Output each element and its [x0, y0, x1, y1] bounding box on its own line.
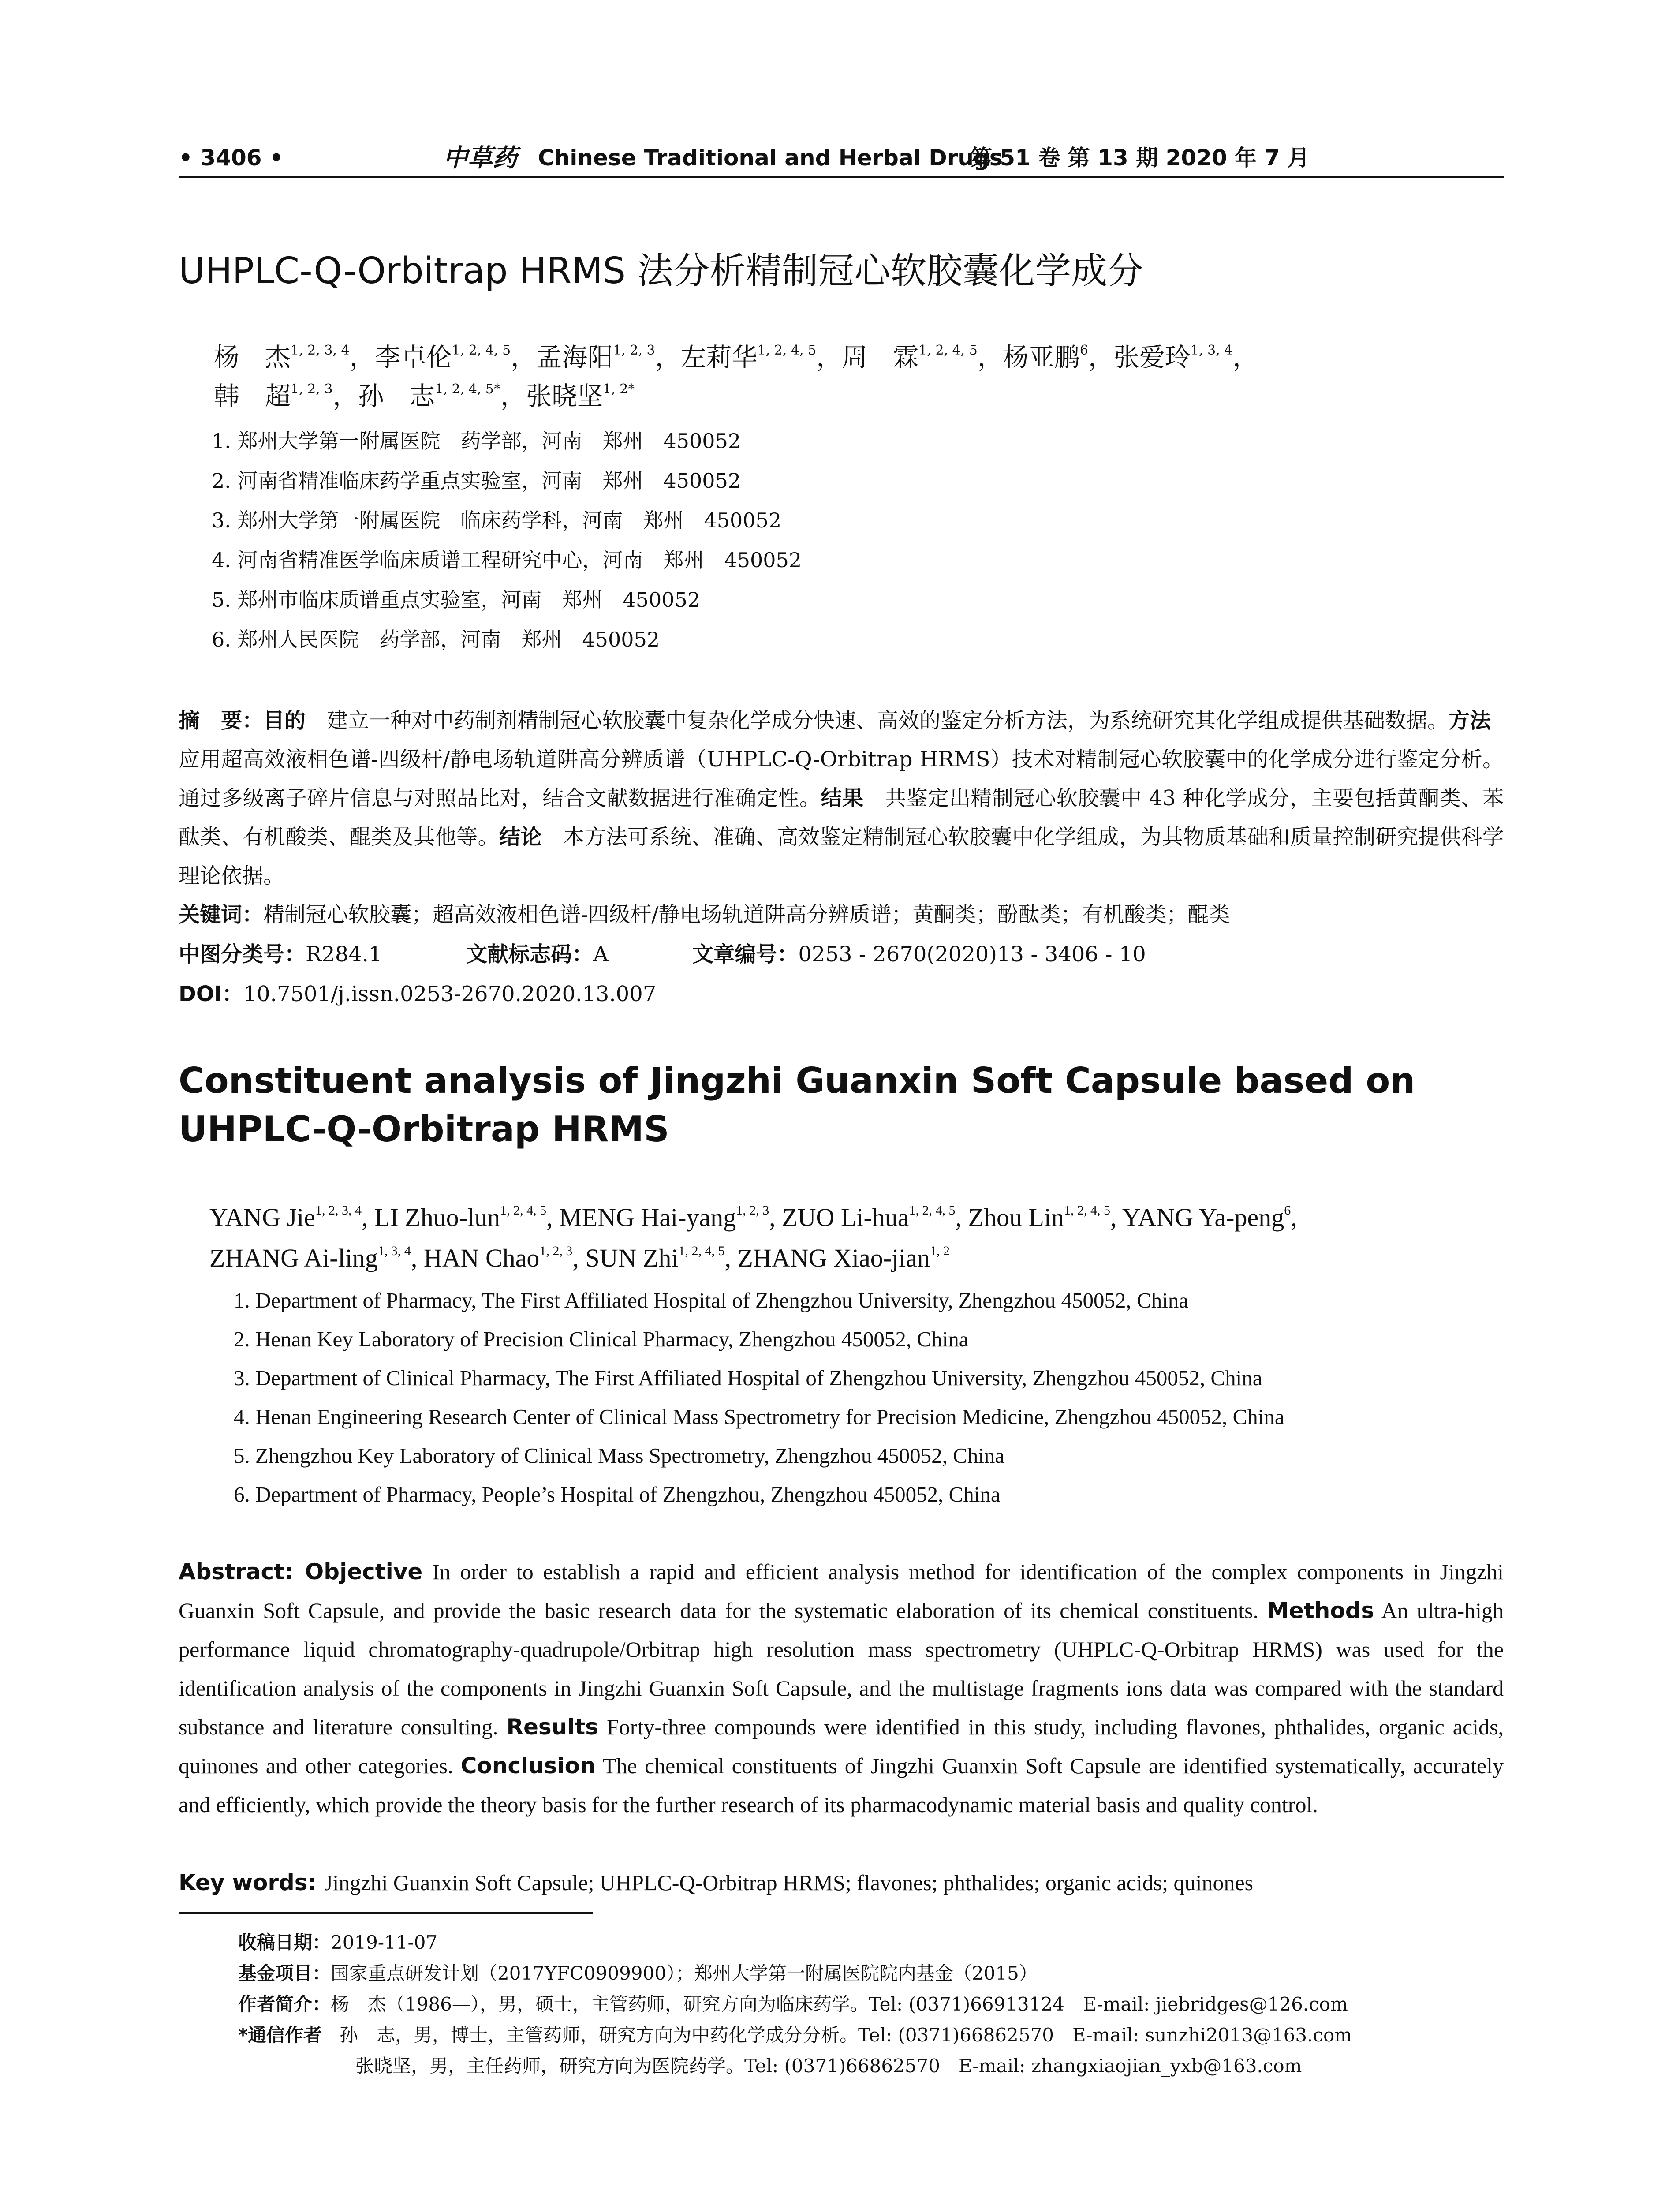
author-separator: ,: [955, 1203, 968, 1232]
conclusion-label-en: Conclusion: [460, 1753, 596, 1779]
affiliation-cn: 5. 郑州市临床质谱重点实验室，河南 郑州 450052: [212, 588, 701, 612]
methods-label-en: Methods: [1267, 1598, 1374, 1623]
article-title-cn: UHPLC-Q-Orbitrap HRMS 法分析精制冠心软胶囊化学成分: [179, 250, 1144, 292]
keywords-label-en: Key words:: [179, 1870, 324, 1895]
page-number: • 3406 •: [179, 145, 284, 171]
header-rule: [179, 176, 1504, 178]
author-affiliation-marker: 1, 2, 4, 5: [918, 343, 978, 358]
received-label: 收稿日期：: [238, 1932, 331, 1953]
author-separator: ，: [977, 342, 1003, 372]
methods-text-cn: 应用超高效液相色谱-四级杆/静电场轨道阱高分辨质谱（UHPLC-Q-Orbitrap HRMS）技术对精制冠心软胶囊中的化学成分进行鉴定分析。通过多级离子碎片信息与对照品比对，结合文献数据进行准确定性。: [179, 708, 1512, 811]
authors-cn-line-2: [214, 374, 635, 418]
keywords-en: [179, 1863, 1253, 1902]
keywords-text-en: Jingzhi Guanxin Soft Capsule; UHPLC-Q-Orbitrap HRMS; flavones; phthalides; organic acids; quinones: [324, 1870, 1254, 1895]
author-affiliation-marker: 1, 3, 4: [1191, 343, 1233, 358]
author-separator: ,: [546, 1203, 560, 1232]
author-affiliation-marker: 1, 2, 4, 5: [452, 343, 511, 358]
author-name: YANG Jie: [209, 1203, 316, 1232]
running-header: [179, 140, 1504, 176]
bio-text: 杨 杰（1986—），男，硕士，主管药师，研究方向为临床药学。Tel: (0371)66913124 E-mail: jiebridges@126.com: [331, 1993, 1348, 2015]
author-name: 李卓伦: [375, 342, 452, 372]
footnote-corresponding: [238, 2020, 1352, 2051]
affiliation-cn: 6. 郑州人民医院 药学部，河南 郑州 450052: [212, 628, 660, 651]
methods-label-cn: 方法: [1449, 708, 1491, 733]
author-name: 韩 超: [214, 381, 291, 411]
author-name: HAN Chao: [423, 1244, 540, 1272]
author-name: 杨 杰: [214, 342, 291, 372]
affiliation-en: 3. Department of Clinical Pharmacy, The First Affiliated Hospital of Zhengzhou University, Zhengzhou 450052, China: [234, 1366, 1262, 1390]
doi-value: 10.7501/j.issn.0253-2670.2020.13.007: [243, 982, 657, 1006]
affiliation-en: 2. Henan Key Laboratory of Precision Clinical Pharmacy, Zhengzhou 450052, China: [234, 1327, 969, 1351]
author-name: Zhou Lin: [968, 1203, 1064, 1232]
author-separator: ,: [1110, 1203, 1122, 1232]
author-affiliation-marker: 1, 2, 4, 5: [678, 1244, 725, 1258]
author-affiliation-marker: 1, 2, 3: [539, 1244, 573, 1258]
corresponding-author-2: 张晓坚，男，主任药师，研究方向为医院药学。Tel: (0371)66862570 E-mail: zhangxiaojian_yxb@163.com: [355, 2055, 1302, 2077]
author-affiliation-marker: 6: [1284, 1203, 1291, 1218]
objective-text-en: In order to establish a rapid and efficient analysis method for identification of the complex components in Jingzhi Guanxin Soft Capsule, and provide the basic research data for the systematic elaboration of its chemical constituents.: [179, 1559, 1504, 1623]
fund-label: 基金项目：: [238, 1962, 331, 1984]
keywords-label-cn: 关键词：: [179, 902, 264, 927]
affiliation-cn: 1. 郑州大学第一附属医院 药学部，河南 郑州 450052: [212, 429, 741, 453]
author-affiliation-marker: 1, 2, 3: [613, 343, 655, 358]
abstract-en: [179, 1552, 1504, 1824]
author-separator: ，: [332, 381, 358, 411]
clc-value: R284.1: [306, 942, 382, 967]
author-affiliation-marker: 1, 2, 4, 5*: [435, 381, 501, 397]
abstract-label-en: Abstract:: [179, 1559, 305, 1585]
journal-name-cn: 中草药: [443, 143, 517, 172]
received-date: 2019-11-07: [331, 1932, 438, 1953]
author-name: 张爱玲: [1114, 342, 1191, 372]
doi-label: DOI：: [179, 982, 243, 1006]
author-name: 孟海阳: [536, 342, 613, 372]
keywords-text-cn: 精制冠心软胶囊；超高效液相色谱-四级杆/静电场轨道阱高分辨质谱；黄酮类；酚酞类；有机酸类；醌类: [263, 902, 1230, 927]
objective-label-cn: 目的: [263, 708, 306, 733]
affiliation-en: 5. Zhengzhou Key Laboratory of Clinical Mass Spectrometry, Zhengzhou 450052, China: [234, 1443, 1005, 1468]
author-separator: ,: [724, 1244, 738, 1272]
author-separator: ,: [1291, 1203, 1297, 1232]
author-affiliation-marker: 6: [1079, 343, 1088, 358]
footnote-author-bio: [238, 1989, 1348, 2020]
author-affiliation-marker: 1, 2, 4, 5: [909, 1203, 956, 1218]
objective-label-en: Objective: [305, 1559, 423, 1585]
author-separator: ,: [362, 1203, 375, 1232]
author-affiliation-marker: 1, 2*: [603, 381, 635, 397]
author-separator: ，: [511, 342, 537, 372]
author-separator: ，: [1232, 342, 1258, 372]
journal-name-en: Chinese Traditional and Herbal Drugs: [538, 145, 1003, 171]
author-affiliation-marker: 1, 2, 4, 5: [500, 1203, 547, 1218]
results-label-cn: 结果: [821, 786, 864, 811]
footnote-rule: [179, 1912, 593, 1914]
footnote-received: [238, 1927, 437, 1958]
clc-label: 中图分类号：: [179, 942, 306, 967]
author-name: SUN Zhi: [585, 1244, 679, 1272]
author-separator: ，: [816, 342, 842, 372]
authors-en-line-2: [209, 1238, 950, 1278]
corresponding-author-1: 孙 志，男，博士，主管药师，研究方向为中药化学成分分析。Tel: (0371)66862570 E-mail: sunzhi2013@163.com: [339, 2024, 1352, 2046]
keywords-cn: [179, 895, 1230, 934]
author-separator: ，: [1088, 342, 1114, 372]
results-text-en: Forty-three compounds were identified in this study, including flavones, phthalides, organic acids, quinones and other categories.: [179, 1715, 1504, 1778]
fund-text: 国家重点研发计划（2017YFC0909900）；郑州大学第一附属医院院内基金（2015）: [331, 1962, 1038, 1984]
affiliation-cn: 4. 河南省精准医学临床质谱工程研究中心，河南 郑州 450052: [212, 548, 802, 572]
affiliation-en: 6. Department of Pharmacy, People’s Hospital of Zhengzhou, Zhengzhou 450052, China: [234, 1482, 1001, 1506]
author-name: LI Zhuo-lun: [374, 1203, 500, 1232]
author-name: 左莉华: [680, 342, 758, 372]
corresponding-label: *通信作者: [238, 2024, 322, 2046]
author-name: 孙 志: [358, 381, 435, 411]
author-name: YANG Ya-peng: [1122, 1203, 1284, 1232]
bio-label: 作者简介：: [238, 1993, 331, 2015]
objective-text-cn: 建立一种对中药制剂精制冠心软胶囊中复杂化学成分快速、高效的鉴定分析方法，为系统研究其化学组成提供基础数据。: [306, 708, 1449, 733]
article-no-label: 文章编号：: [692, 942, 799, 967]
authors-en-line-1: [209, 1197, 1297, 1238]
author-separator: ，: [349, 342, 375, 372]
doi-line: [179, 975, 656, 1013]
author-separator: ,: [411, 1244, 424, 1272]
author-affiliation-marker: 1, 2, 4, 5: [1064, 1203, 1111, 1218]
doc-code-value: A: [593, 942, 609, 967]
article-title-en-line-2: UHPLC-Q-Orbitrap HRMS: [179, 1109, 669, 1150]
doc-code-label: 文献标志码：: [466, 942, 594, 967]
results-label-en: Results: [506, 1714, 599, 1740]
abstract-cn: [179, 701, 1512, 895]
affiliation-cn: 3. 郑州大学第一附属医院 临床药学科，河南 郑州 450052: [212, 508, 782, 532]
conclusion-text-en: The chemical constituents of Jingzhi Guanxin Soft Capsule are identified systematically, accurately and efficiently, which provide the theory basis for the further research of its pharmacodynamic material basis and quality control.: [179, 1753, 1504, 1817]
results-text-cn: 共鉴定出精制冠心软胶囊中 43 种化学成分，主要包括黄酮类、苯酞类、有机酸类、醌类及其他等。: [179, 786, 1504, 849]
conclusion-text-cn: 本方法可系统、准确、高效鉴定精制冠心软胶囊中化学组成，为其物质基础和质量控制研究提供科学理论依据。: [179, 825, 1504, 888]
author-name: MENG Hai-yang: [559, 1203, 736, 1232]
author-separator: ,: [769, 1203, 782, 1232]
methods-text-en: An ultra-high performance liquid chromatography-quadrupole/Orbitrap high resolution mass spectrometry (UHPLC-Q-Orbitrap HRMS) was used for the identification analysis of the components in Jingzhi Guanxin Soft Capsule, and the multistage fragments ions data was compared with the standard substance and literature consulting.: [179, 1598, 1504, 1739]
author-affiliation-marker: 1, 2, 3: [736, 1203, 769, 1218]
footnote-fund: [238, 1958, 1038, 1989]
article-no-value: 0253 - 2670(2020)13 - 3406 - 10: [798, 942, 1146, 967]
author-name: ZHANG Ai-ling: [209, 1244, 378, 1272]
affiliation-en: 1. Department of Pharmacy, The First Affiliated Hospital of Zhengzhou University, Zhengzhou 450052, China: [234, 1288, 1189, 1312]
abstract-label-cn: 摘 要：: [179, 708, 264, 733]
conclusion-label-cn: 结论: [499, 825, 542, 849]
author-name: ZUO Li-hua: [782, 1203, 909, 1232]
author-name: 周 霖: [842, 342, 919, 372]
author-affiliation-marker: 1, 2, 3, 4: [315, 1203, 362, 1218]
author-separator: ，: [655, 342, 681, 372]
authors-cn-line-1: [214, 335, 1258, 379]
author-affiliation-marker: 1, 3, 4: [377, 1244, 411, 1258]
author-separator: ,: [572, 1244, 586, 1272]
affiliation-en: 4. Henan Engineering Research Center of Clinical Mass Spectrometry for Precision Medicine, Zhengzhou 450052, China: [234, 1405, 1284, 1429]
issue-info: 第 51 卷 第 13 期 2020 年 7 月: [970, 145, 1310, 171]
author-affiliation-marker: 1, 2, 3: [291, 381, 333, 397]
article-title-en-line-1: Constituent analysis of Jingzhi Guanxin Soft Capsule based on: [179, 1060, 1415, 1101]
affiliation-cn: 2. 河南省精准临床药学重点实验室，河南 郑州 450052: [212, 469, 741, 493]
author-affiliation-marker: 1, 2, 3, 4: [291, 343, 350, 358]
author-affiliation-marker: 1, 2: [930, 1244, 950, 1258]
classification-line: [179, 935, 1146, 974]
author-name: 杨亚鹏: [1003, 342, 1080, 372]
author-name: ZHANG Xiao-jian: [737, 1244, 930, 1272]
author-separator: ，: [500, 381, 526, 411]
author-affiliation-marker: 1, 2, 4, 5: [757, 343, 817, 358]
author-name: 张晓坚: [526, 381, 603, 411]
